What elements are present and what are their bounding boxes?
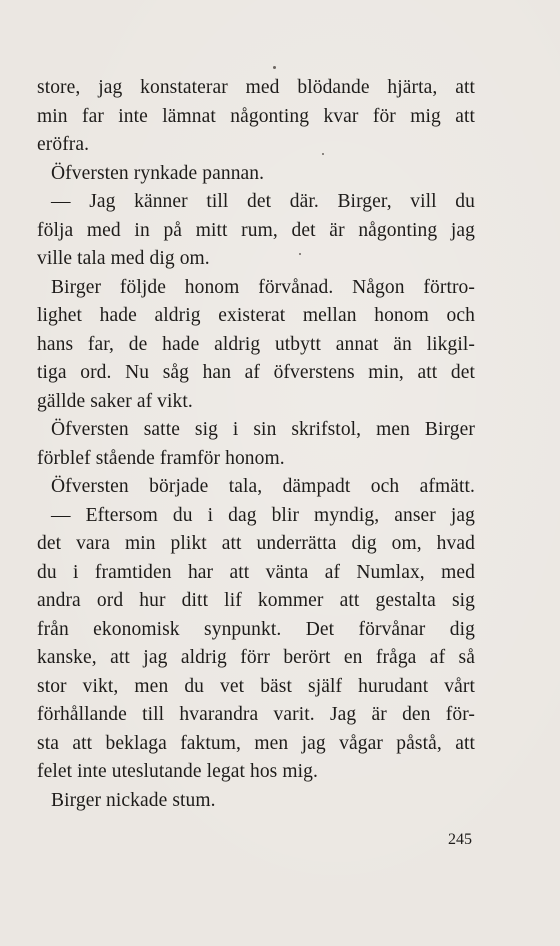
body-text bbox=[37, 74, 475, 815]
text-line: felet inte uteslutande legat hos mig. bbox=[37, 761, 318, 782]
text-line: du i framtiden har att vänta af Numlax, med bbox=[37, 561, 475, 583]
text-line: förhållande till hvarandra varit. Jag är den för- bbox=[37, 704, 475, 725]
text-line: gällde saker af vikt. bbox=[37, 390, 193, 412]
text-line: — Jag känner till det där. Birger, vill du bbox=[51, 191, 475, 212]
text-line: hans far, de hade aldrig utbytt annat än likgil- bbox=[37, 333, 475, 355]
text-line: eröfra. bbox=[37, 134, 90, 155]
page-number: 245 bbox=[448, 831, 472, 848]
text-line: förblef stående framför honom. bbox=[37, 447, 285, 469]
text-line: Öfversten satte sig i sin skrifstol, men Birger bbox=[51, 419, 475, 440]
text-line: från ekonomisk synpunkt. Det förvånar dig bbox=[37, 618, 475, 640]
ink-speck bbox=[273, 66, 276, 69]
text-line: det vara min plikt att underrätta dig om, hvad bbox=[37, 533, 475, 554]
text-line: stor vikt, men du vet bäst själf hurudant vårt bbox=[37, 675, 475, 697]
text-line: andra ord hur ditt lif kommer att gestalta sig bbox=[37, 590, 475, 611]
text-line: min far inte lämnat någonting kvar för mig att bbox=[37, 105, 475, 127]
text-line: Öfversten rynkade pannan. bbox=[51, 162, 265, 184]
text-line: Birger följde honom förvånad. Någon förtro- bbox=[51, 276, 475, 298]
text-line: kanske, att jag aldrig förr berört en fråga af så bbox=[37, 647, 475, 668]
text-line: ville tala med dig om. bbox=[37, 248, 210, 269]
text-line: Birger nickade stum. bbox=[51, 789, 216, 811]
text-line: tiga ord. Nu såg han af öfverstens min, att det bbox=[37, 362, 475, 383]
text-line: följa med in på mitt rum, det är någonting jag bbox=[37, 219, 475, 241]
text-line: lighet hade aldrig existerat mellan honom och bbox=[37, 305, 475, 326]
text-line: — Eftersom du i dag blir myndig, anser jag bbox=[51, 504, 475, 526]
text-line: Öfversten började tala, dämpadt och afmätt. bbox=[51, 476, 475, 497]
text-line: sta att beklaga faktum, men jag vågar påstå, att bbox=[37, 732, 475, 754]
text-line: store, jag konstaterar med blödande hjärta, att bbox=[37, 77, 475, 98]
